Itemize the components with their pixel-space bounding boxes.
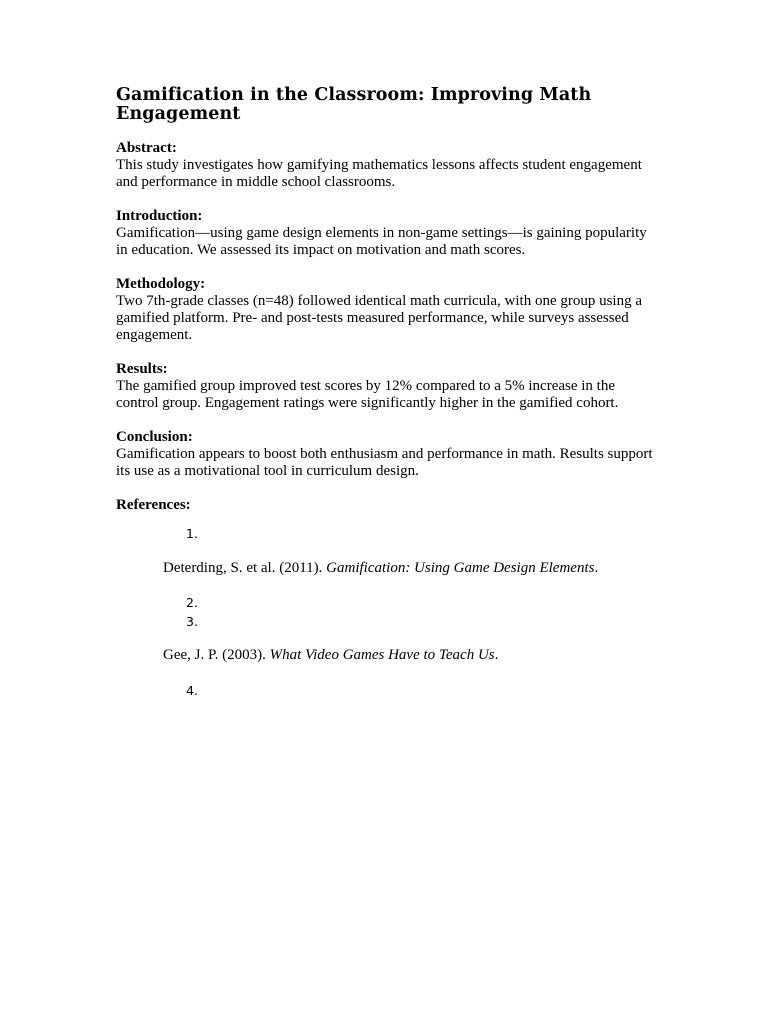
section-methodology [116, 276, 656, 344]
reference-citation: Deterding, S. et al. (2011). [163, 560, 327, 576]
reference-entry [163, 560, 598, 577]
reference-citation: Gee, J. P. (2003). [163, 647, 270, 663]
section-heading: Introduction: [116, 208, 203, 224]
document-page [116, 86, 656, 707]
section-heading: Results: [116, 361, 168, 377]
reference-title: Gamification: Using Game Design Elements [326, 560, 595, 576]
reference-number: 2. [186, 595, 198, 610]
reference-suffix: . [594, 560, 599, 576]
section-body: Gamification—using game design elements in non-game settings—is gaining popularity in education. We assessed its impact on motivation and math scores. [116, 225, 647, 258]
reference-suffix: . [494, 647, 499, 663]
section-abstract [116, 140, 656, 191]
section-heading: Conclusion: [116, 429, 193, 445]
section-body: The gamified group improved test scores by 12% compared to a 5% increase in the control group. Engagement ratings were significantly higher in the gamified cohort. [116, 378, 619, 411]
section-introduction [116, 208, 656, 259]
references-heading: References: [116, 497, 191, 513]
section-body: Gamification appears to boost both enthusiasm and performance in math. Results support its use as a motivational tool in curriculum design. [116, 446, 653, 479]
reference-number: 4. [186, 683, 198, 698]
document-title: Gamification in the Classroom: Improving Math Engagement [116, 85, 592, 124]
section-conclusion [116, 429, 656, 480]
reference-number: 3. [186, 614, 198, 629]
section-body: This study investigates how gamifying mathematics lessons affects student engagement and performance in middle school classrooms. [116, 157, 642, 190]
section-heading: Abstract: [116, 140, 177, 156]
reference-entry [163, 647, 498, 664]
section-body: Two 7th-grade classes (n=48) followed identical math curricula, with one group using a gamified platform. Pre- and post-tests measured performance, while surveys assessed engagement. [116, 293, 643, 343]
section-results [116, 361, 656, 412]
reference-title: What Video Games Have to Teach Us [269, 647, 495, 663]
references-section [116, 497, 656, 707]
reference-number: 1. [186, 526, 198, 541]
section-heading: Methodology: [116, 276, 206, 292]
